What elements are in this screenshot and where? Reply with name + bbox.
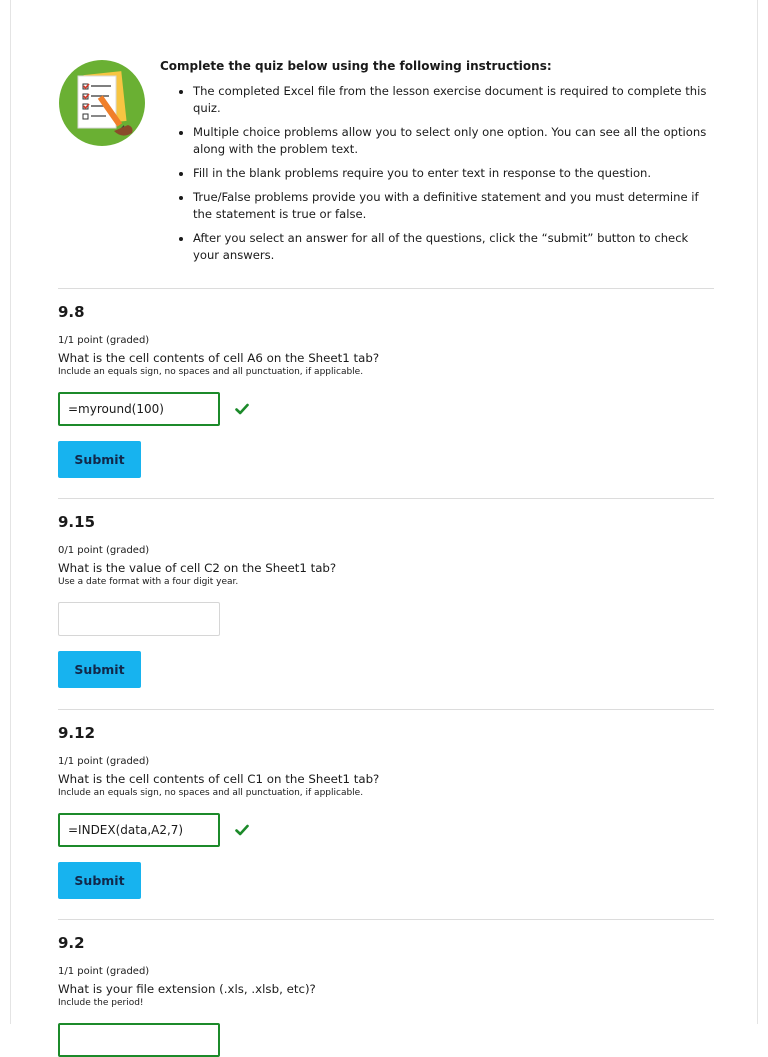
answer-row <box>58 602 714 636</box>
problem-title: 9.2 <box>58 934 85 952</box>
answer-row <box>58 813 714 847</box>
problem-hint: Include an equals sign, no spaces and all punctuation, if applicable. <box>58 367 364 377</box>
instruction-item: • Multiple choice problems allow you to select only one option. You can see all the options along with the problem text. <box>193 124 714 158</box>
section-divider <box>58 288 714 289</box>
section-divider <box>58 709 714 710</box>
checklist-pencil-icon <box>58 59 146 147</box>
submit-row <box>58 441 714 478</box>
problem-points: 1/1 point (graded) <box>58 335 150 346</box>
answer-row <box>58 1023 714 1057</box>
problem-hint: Use a date format with a four digit year. <box>58 577 239 587</box>
instruction-item: • The completed Excel file from the lesson exercise document is required to complete this quiz. <box>193 83 714 117</box>
instruction-item: • After you select an answer for all of the questions, click the “submit” button to check your answers. <box>193 230 714 264</box>
problem-points: 1/1 point (graded) <box>58 966 150 977</box>
submit-row <box>58 862 714 899</box>
problem-9-15 <box>58 512 714 688</box>
answer-input[interactable] <box>58 813 220 847</box>
section-divider <box>58 498 714 499</box>
submit-button[interactable]: Submit <box>58 651 141 688</box>
problem-title: 9.15 <box>58 513 96 531</box>
answer-input[interactable] <box>58 392 220 426</box>
section-divider <box>58 919 714 920</box>
submit-button[interactable]: Submit <box>58 441 141 478</box>
problem-points: 1/1 point (graded) <box>58 756 150 767</box>
problem-question: What is the cell contents of cell C1 on the Sheet1 tab? <box>58 772 380 786</box>
problem-9-12 <box>58 723 714 899</box>
check-icon <box>235 403 249 415</box>
problem-9-8 <box>58 302 714 478</box>
answer-row <box>58 392 714 426</box>
instructions-text <box>160 56 714 271</box>
problem-hint: Include the period! <box>58 998 144 1008</box>
instructions-heading: Complete the quiz below using the following instructions: <box>160 59 552 73</box>
answer-input[interactable] <box>58 1023 220 1057</box>
problem-question: What is the cell contents of cell A6 on the Sheet1 tab? <box>58 351 380 365</box>
submit-row <box>58 651 714 688</box>
problem-hint: Include an equals sign, no spaces and all punctuation, if applicable. <box>58 788 364 798</box>
answer-input[interactable] <box>58 602 220 636</box>
problem-question: What is your file extension (.xls, .xlsb, etc)? <box>58 982 316 996</box>
instruction-item: • Fill in the blank problems require you to enter text in response to the question. <box>193 165 714 182</box>
problem-title: 9.8 <box>58 303 85 321</box>
problem-points: 0/1 point (graded) <box>58 545 150 556</box>
problem-question: What is the value of cell C2 on the Sheet1 tab? <box>58 561 337 575</box>
submit-button[interactable]: Submit <box>58 862 141 899</box>
problem-title: 9.12 <box>58 724 96 742</box>
check-icon <box>235 824 249 836</box>
instruction-item: • True/False problems provide you with a definitive statement and you must determine if the statement is true or false. <box>193 189 714 223</box>
problem-9-2 <box>58 933 714 1057</box>
instructions-list <box>160 83 714 264</box>
